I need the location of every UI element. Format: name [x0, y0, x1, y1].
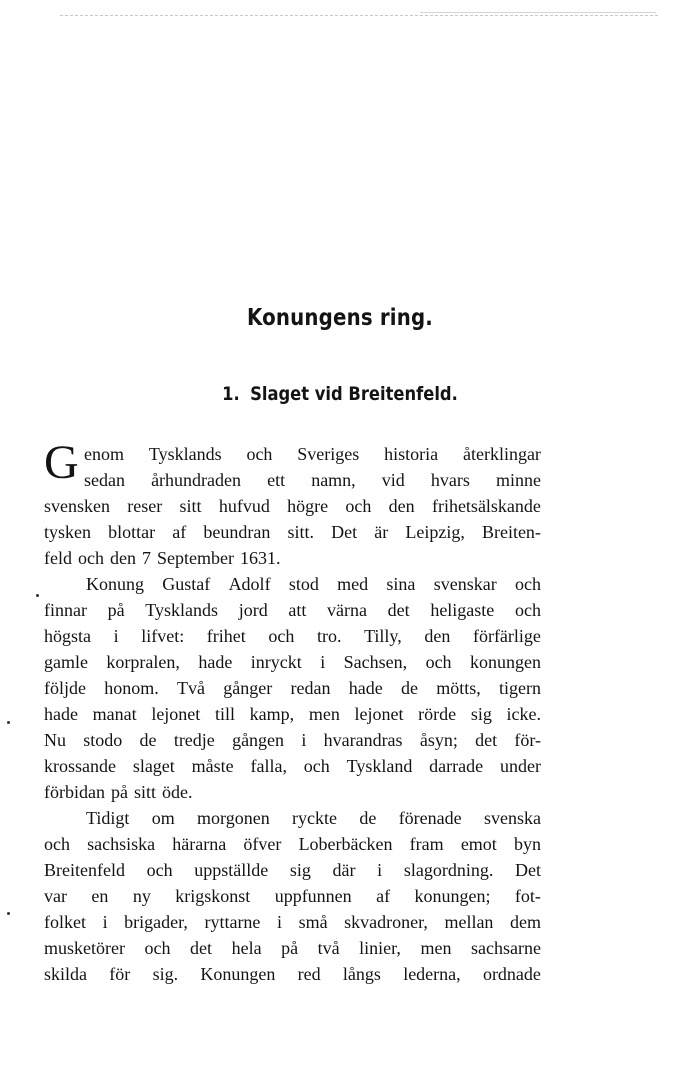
word: sig: [289, 860, 311, 880]
scan-edge-line: [60, 15, 658, 16]
word: lifvet:: [141, 626, 185, 646]
word: svensken: [44, 496, 110, 516]
word: men: [308, 704, 340, 724]
word: Tyskland: [346, 756, 413, 776]
word: af: [172, 522, 187, 542]
drop-cap: G: [44, 436, 79, 489]
word: med: [337, 574, 369, 594]
word: falla,: [250, 756, 287, 776]
text-line: [44, 779, 541, 805]
word: enom: [84, 444, 124, 464]
word: sitt: [179, 496, 202, 516]
word: till: [214, 704, 235, 724]
word: och: [425, 652, 452, 672]
word: sachsiska: [87, 834, 156, 854]
section-heading-text: Slaget vid Breitenfeld.: [250, 383, 458, 405]
word: i: [377, 860, 383, 880]
word: mellan: [444, 912, 494, 932]
word: sedan: [84, 470, 125, 490]
word: på: [281, 938, 299, 958]
text-line: [44, 701, 541, 727]
word: ryckte: [292, 808, 338, 828]
text-line: [44, 493, 541, 519]
word: Konungen: [200, 964, 276, 984]
word: de: [359, 808, 377, 828]
word: finnar: [44, 600, 87, 620]
scan-speck: [7, 912, 10, 915]
word: öde.: [162, 782, 193, 802]
word: i: [276, 912, 282, 932]
text-line: [44, 961, 541, 987]
word: det: [475, 730, 498, 750]
text-line: [44, 857, 541, 883]
word: förfärlige: [472, 626, 541, 646]
word: ordnade: [482, 964, 541, 984]
word: uppfunnen: [274, 886, 352, 906]
word: sig: [470, 704, 492, 724]
text-line: [44, 467, 541, 493]
word: byn: [513, 834, 541, 854]
word: Nu: [44, 730, 66, 750]
word: hvars: [430, 470, 470, 490]
word: musketörer: [44, 938, 125, 958]
word: i: [113, 626, 119, 646]
word: Det: [514, 860, 541, 880]
word: red: [297, 964, 321, 984]
word: hade: [198, 652, 233, 672]
word: Adolf: [228, 574, 271, 594]
text-line: [44, 675, 541, 701]
word: linier,: [359, 938, 401, 958]
word: århundraden: [151, 470, 242, 490]
word: icke.: [506, 704, 541, 724]
word: härarna: [172, 834, 227, 854]
word: den: [424, 626, 451, 646]
word: frihet: [206, 626, 246, 646]
word: men: [420, 938, 452, 958]
word: åsyn;: [419, 730, 458, 750]
word: kamp,: [249, 704, 295, 724]
word: förbidan: [44, 782, 105, 802]
word: är: [374, 522, 389, 542]
word: lejonet: [151, 704, 201, 724]
word: tro.: [316, 626, 342, 646]
word: tysken: [44, 522, 91, 542]
word: 7: [141, 548, 151, 568]
word: Sveriges: [297, 444, 360, 464]
word: hade: [44, 704, 78, 724]
word: krossande: [44, 756, 116, 776]
word: sachsarne: [470, 938, 541, 958]
text-line: [44, 649, 541, 675]
word: hade: [348, 678, 383, 698]
word: korpralen,: [106, 652, 180, 672]
word: heligaste: [430, 600, 495, 620]
word: och: [303, 756, 330, 776]
word: frihetsälskande: [431, 496, 541, 516]
word: de: [400, 678, 418, 698]
word: folket: [44, 912, 86, 932]
word: det: [190, 938, 213, 958]
word: reser: [127, 496, 163, 516]
word: två: [317, 938, 340, 958]
word: och: [345, 496, 372, 516]
word: högre: [287, 496, 329, 516]
text-line: [44, 571, 541, 597]
text-line: [44, 519, 541, 545]
word: följde: [44, 678, 86, 698]
text-line: [44, 935, 541, 961]
text-line: [44, 441, 541, 467]
word: och: [77, 548, 104, 568]
word: September: [156, 548, 234, 568]
word: Det: [331, 522, 358, 542]
word: hufvud: [218, 496, 270, 516]
word: minne: [495, 470, 541, 490]
word: tredje: [173, 730, 215, 750]
section-number: 1.: [222, 383, 240, 405]
word: af: [376, 886, 391, 906]
word: honom.: [104, 678, 159, 698]
word: att: [288, 600, 307, 620]
word: Tidigt: [86, 808, 130, 828]
word: sitt.: [287, 522, 314, 542]
word: Breitenfeld: [44, 860, 125, 880]
word: skilda: [44, 964, 87, 984]
text-line: [44, 545, 541, 571]
word: mötts,: [436, 678, 481, 698]
word: och: [514, 600, 541, 620]
word: öfver: [243, 834, 282, 854]
word: krigskonst: [175, 886, 251, 906]
word: en: [91, 886, 109, 906]
word: skvadroner,: [344, 912, 428, 932]
word: högsta: [44, 626, 91, 646]
word: ny: [132, 886, 151, 906]
word: sig.: [152, 964, 179, 984]
word: sina: [386, 574, 416, 594]
word: sitt: [133, 782, 156, 802]
word: Breiten-: [481, 522, 541, 542]
word: och: [268, 626, 295, 646]
word: i: [320, 652, 326, 672]
word: jord: [238, 600, 268, 620]
word: och: [144, 938, 171, 958]
word: stod: [288, 574, 319, 594]
word: Sachsen,: [343, 652, 408, 672]
word: feld: [44, 548, 72, 568]
word: för-: [514, 730, 541, 750]
scan-speck: [36, 594, 39, 597]
word: Konung: [86, 574, 144, 594]
word: Tilly,: [364, 626, 402, 646]
word: ryttarne: [204, 912, 261, 932]
word: manat: [92, 704, 137, 724]
word: och: [246, 444, 273, 464]
word: långs: [342, 964, 381, 984]
word: måste: [191, 756, 234, 776]
text-line: [44, 623, 541, 649]
word: för: [109, 964, 131, 984]
word: emot: [460, 834, 497, 854]
word: lejonet: [354, 704, 404, 724]
scan-speck: [7, 721, 10, 724]
word: små: [298, 912, 328, 932]
word: återklingar: [462, 444, 541, 464]
word: Gustaf: [162, 574, 211, 594]
text-line: [44, 909, 541, 935]
word: historia: [384, 444, 439, 464]
chapter-title: Konungens ring.: [246, 305, 434, 331]
word: fram: [409, 834, 444, 854]
word: hvarandras: [323, 730, 403, 750]
word: gånger: [223, 678, 273, 698]
word: om: [151, 808, 175, 828]
word: förenade: [398, 808, 462, 828]
word: fot-: [514, 886, 541, 906]
text-lines: [44, 441, 541, 987]
word: blottar: [108, 522, 156, 542]
word: värna: [327, 600, 367, 620]
word: i: [102, 912, 108, 932]
word: lederna,: [403, 964, 461, 984]
word: den: [109, 548, 136, 568]
word: stodo: [83, 730, 123, 750]
word: rörde: [418, 704, 457, 724]
word: den: [388, 496, 415, 516]
word: var: [44, 886, 67, 906]
word: på: [107, 600, 125, 620]
word: under: [499, 756, 541, 776]
word: brigader,: [124, 912, 188, 932]
word: Två: [177, 678, 205, 698]
word: uppställde: [194, 860, 269, 880]
text-line: [44, 597, 541, 623]
word: slaget: [132, 756, 175, 776]
word: tigern: [498, 678, 541, 698]
word: konungen;: [414, 886, 491, 906]
text-line: [44, 883, 541, 909]
word: Leipzig,: [405, 522, 465, 542]
word: gången: [232, 730, 285, 750]
scan-edge-line: [420, 12, 656, 13]
word: Tysklands: [148, 444, 222, 464]
word: slagordning.: [403, 860, 494, 880]
word: darrade: [429, 756, 484, 776]
word: beundran: [203, 522, 271, 542]
word: det: [387, 600, 410, 620]
word: gamle: [44, 652, 88, 672]
word: där: [332, 860, 356, 880]
word: Loberbäcken: [298, 834, 393, 854]
word: dem: [510, 912, 541, 932]
word: och: [44, 834, 70, 854]
word: morgonen: [197, 808, 270, 828]
word: vid: [381, 470, 405, 490]
word: svenskar: [433, 574, 497, 594]
word: i: [301, 730, 307, 750]
text-line: [44, 753, 541, 779]
word: hela: [231, 938, 262, 958]
word: 1631.: [239, 548, 281, 568]
text-line: [44, 727, 541, 753]
text-line: [44, 805, 541, 831]
word: de: [139, 730, 157, 750]
word: Tysklands: [145, 600, 219, 620]
word: konungen: [470, 652, 541, 672]
word: och: [146, 860, 173, 880]
text-line: [44, 831, 541, 857]
word: redan: [290, 678, 331, 698]
word: ett: [267, 470, 286, 490]
body-text: [44, 436, 541, 987]
word: namn,: [311, 470, 356, 490]
word: och: [514, 574, 541, 594]
word: svenska: [483, 808, 541, 828]
word: inryckt: [250, 652, 302, 672]
word: på: [110, 782, 128, 802]
section-heading: [48, 383, 633, 405]
